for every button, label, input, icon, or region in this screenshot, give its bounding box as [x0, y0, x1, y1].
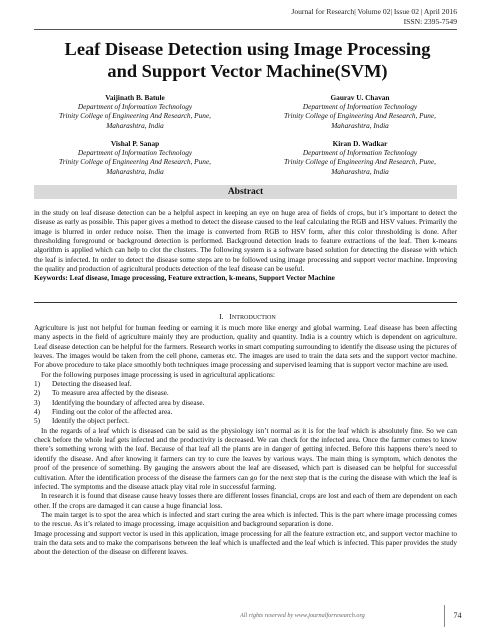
author-dept: Department of Information Technology	[77, 148, 193, 158]
keywords: Keywords: Leaf disease, Image processing, Feature extraction, k-means, Support Vector Machine	[34, 274, 335, 283]
list-number: 1)	[34, 380, 41, 389]
list-number: 3)	[34, 398, 41, 407]
author-college: Trinity College of Engineering And Research, Pune,	[284, 111, 436, 121]
purpose-list	[34, 380, 457, 427]
author-college: Trinity College of Engineering And Research, Pune,	[59, 111, 211, 121]
header-rule	[34, 29, 457, 30]
author-name: Gaurav U. Chavan	[330, 93, 390, 102]
list-item	[34, 408, 457, 417]
list-number: 5)	[34, 417, 41, 426]
list-item	[34, 380, 457, 389]
author-block	[20, 93, 250, 130]
author-name: Kiran D. Wadkar	[332, 139, 388, 148]
section-number: I.	[219, 312, 224, 321]
introduction-body	[34, 324, 457, 558]
list-text: Identifying the boundary of affected area by disease.	[52, 398, 205, 407]
author-location: Maharashtra, India	[331, 166, 389, 176]
author-block	[245, 139, 475, 176]
journal-info: Journal for Research| Volume 02| Issue 02 | April 2016	[291, 7, 457, 16]
page-number: 74	[444, 605, 470, 627]
list-item	[34, 399, 457, 408]
list-item	[34, 389, 457, 398]
author-location: Maharashtra, India	[331, 120, 389, 130]
list-number: 4)	[34, 408, 41, 417]
journal-header	[291, 7, 457, 27]
author-name: Vishal P. Sanap	[110, 139, 160, 148]
author-location: Maharashtra, India	[106, 166, 164, 176]
paragraph: Image processing and support vector is used in this application, image processing for all the feature extraction etc, and support vector machine to train the data sets and to make the comparisons between the leaf which is unaffected and the leaf which is infected. This paper provides the study about the detection of the disease on different leaves.	[34, 529, 457, 557]
author-dept: Department of Information Technology	[302, 102, 418, 112]
abstract-text: in the study on leaf disease detection can be a helpful aspect in keeping an eye on huge area of fields of crops, but it’s important to detect the disease as early as possible. This paper gives a method to detect the disease caused to the leaf calculating the RGB and HSV values. Primarily the image is blurred in order reduce noise. Then the image is converted from RGB to HSV form, after this color thresholding is done. After thresholding foreground or background detection is performed. Background detection leads to feature extractions of the leaf. Then k-means algorithm is applied which can help to clot the clusters. The following system is a software based solution for detecting the disease with which the leaf is infected. In order to detect the disease some steps are to be followed using image processing and support vector machine. Improving the quality and production of agricultural products detection of the leaf disease can be useful.	[34, 209, 457, 274]
abstract-body	[34, 209, 457, 284]
section-title-rest: NTRODUCTION	[231, 315, 276, 321]
section-heading	[0, 312, 495, 323]
title-line-2: and Support Vector Machine(SVM)	[107, 61, 388, 81]
author-block	[20, 139, 250, 176]
paragraph: For the following purposes image processing is used in agricultural applications:	[41, 370, 275, 379]
list-text: Detecting the diseased leaf.	[52, 380, 132, 389]
author-college: Trinity College of Engineering And Research, Pune,	[59, 157, 211, 167]
footer-rights: All rights reserved by www.journalforresearch.org	[240, 612, 365, 619]
paragraph: Agriculture is just not helpful for human feeding or earning it is much more like energy and global warming. Leaf disease has been affecting many aspects in the field of agriculture mainly they are production, quality and quantity. India is a country which is dependent on agriculture. Leaf disease detection can be helpful for the farmers. Research works in smart computing surrounding to identify the disease using the pictures of leaves. The images would be taken from the cell phone, cameras etc. The images are used to train the data sets and the support vector machine. For above procedure to take place smoothly both techniques image processing and supervised learning that is support vector machine are used.	[34, 324, 457, 370]
abstract-heading: Abstract	[34, 185, 457, 199]
issn: ISSN: 2395-7549	[403, 17, 457, 26]
list-text: To measure area affected by the disease.	[52, 389, 169, 398]
paper-title	[20, 38, 475, 82]
paragraph: The main target is to spot the area which is infected and start curing the area which is infected. This is the part where image processing comes to the rescue. As it’s related to image processing, image acquisition and background separation is done.	[34, 510, 457, 529]
author-location: Maharashtra, India	[106, 120, 164, 130]
author-block	[245, 93, 475, 130]
author-name: Vaijinath B. Batule	[105, 93, 165, 102]
list-item	[34, 417, 457, 426]
list-text: Finding out the color of the affected area.	[52, 408, 173, 417]
author-dept: Department of Information Technology	[302, 148, 418, 158]
list-text: Identify the object perfect.	[52, 417, 129, 426]
paragraph: In the regards of a leaf which is diseased can be said as the physiology isn’t normal as it is for the leaf which is absolutely fine. So we can check before the whole leaf gets infected and the productivity is decreased. We can check for the infected area. Once the farmer comes to know there’s something wrong with the leaf. Because of that leaf all the plants are in danger of getting infected. Before this happens there’s need to identify the disease. And after knowing it farmers can try to cure the leaves by various ways. The main thing is symptom, which denotes the proof of the presence of something. By gauging the answers about the leaf are diseased, which part is diseased can be helpful for successful cultivation. After the identification process of the disease the farmers can go for the next step that is the curing the disease with which the leaf is infected. The symptoms and the disease attack play vital role in successful farming.	[34, 426, 457, 491]
title-line-1: Leaf Disease Detection using Image Processing	[64, 39, 431, 59]
author-dept: Department of Information Technology	[77, 102, 193, 112]
section-title-initial: I	[229, 312, 232, 321]
section-rule	[34, 302, 457, 303]
paragraph: In research it is found that disease cause heavy losses there are different losses financial, crops are lost and each of them are dependent on each other. If the crops are damaged it can cause a huge financial loss.	[34, 492, 457, 510]
author-college: Trinity College of Engineering And Research, Pune,	[284, 157, 436, 167]
list-number: 2)	[34, 389, 41, 398]
